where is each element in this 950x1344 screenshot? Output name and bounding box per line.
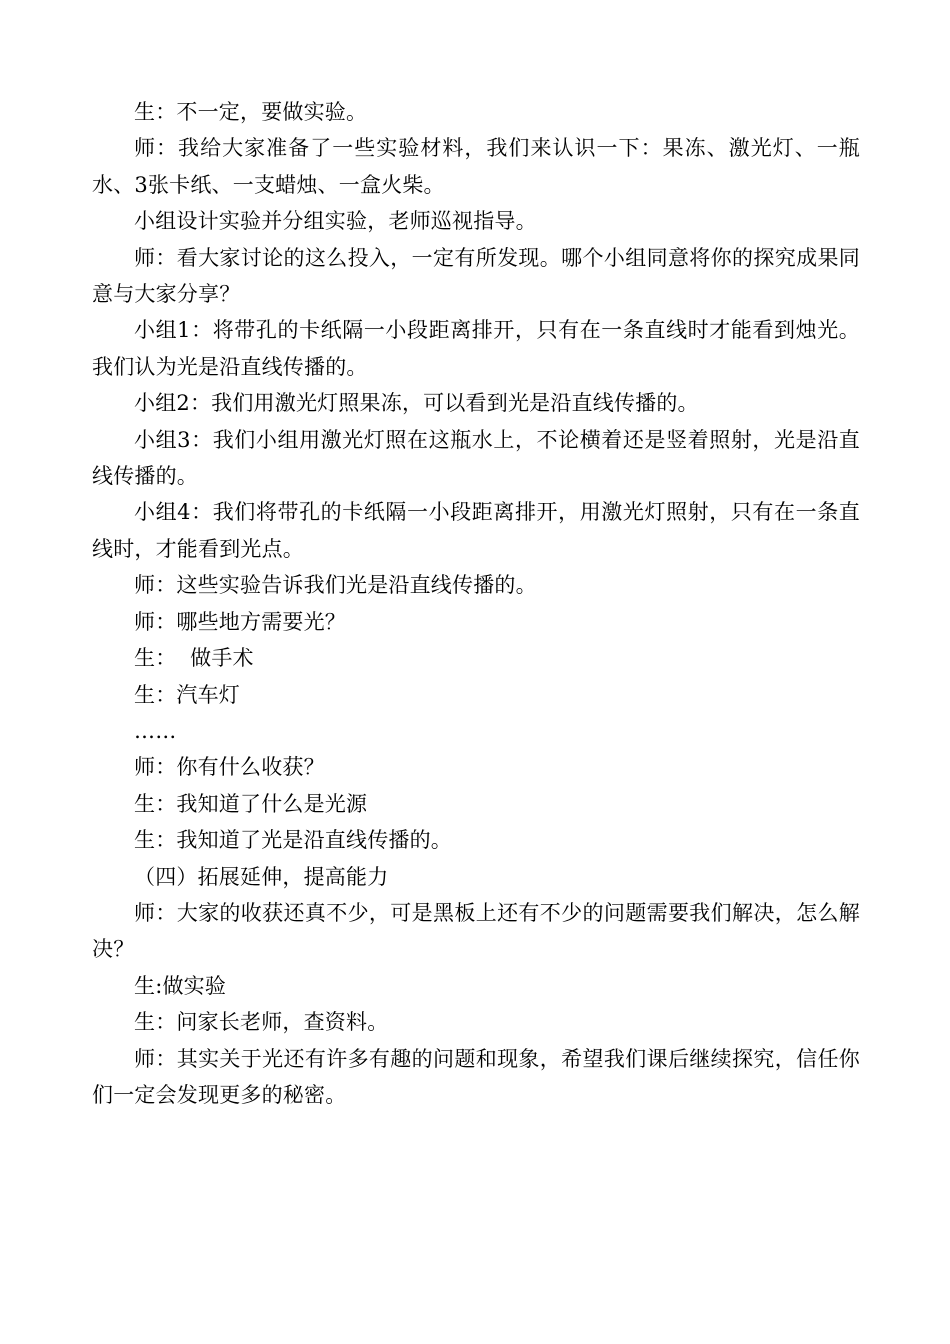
paragraph-2: 师：我给大家准备了一些实验材料，我们来认识一下：果冻、激光灯、一瓶水、3张卡纸、一支蜡烛、一盒火柴。 (92, 136, 860, 197)
paragraph-14: 师：你有什么收获？ (134, 755, 325, 780)
section-heading: （四）拓展延伸，提高能力 (134, 864, 389, 889)
paragraph-3: 小组设计实验并分组实验，老师巡视指导。 (134, 209, 537, 234)
paragraph-11: 生： 做手术 (134, 646, 254, 671)
paragraph-6: 小组2：我们用激光灯照果冻，可以看到光是沿直线传播的。 (134, 391, 699, 416)
paragraph-8: 小组4：我们将带孔的卡纸隔一小段距离排开，用激光灯照射，只有在一条直线时，才能看到光点。 (92, 500, 860, 561)
paragraph-4: 师：看大家讨论的这么投入，一定有所发现。哪个小组同意将你的探究成果同意与大家分享？ (92, 245, 860, 307)
paragraph-7: 小组3：我们小组用激光灯照在这瓶水上，不论横着还是竖着照射，光是沿直线传播的。 (92, 427, 860, 489)
document-body (92, 94, 860, 1113)
paragraph-18: 师：大家的收获还真不少，可是黑板上还有不少的问题需要我们解决，怎么解决？ (92, 900, 860, 962)
paragraph-5: 小组1：将带孔的卡纸隔一小段距离排开，只有在一条直线时才能看到烛光。我们认为光是沿直线传播的。 (92, 318, 860, 379)
paragraph-1: 生：不一定，要做实验。 (134, 100, 368, 124)
paragraph-10: 师：哪些地方需要光？ (134, 609, 346, 634)
paragraph-13: …… (134, 718, 177, 743)
paragraph-15: 生：我知道了什么是光源 (134, 791, 368, 816)
paragraph-16: 生：我知道了光是沿直线传播的。 (134, 828, 452, 853)
paragraph-21: 师：其实关于光还有许多有趣的问题和现象，希望我们课后继续探究，信任你们一定会发现更多的秘密。 (92, 1046, 860, 1107)
paragraph-12: 生：汽车灯 (134, 682, 240, 707)
paragraph-19: 生:做实验 (134, 973, 227, 998)
paragraph-20: 生：问家长老师，查资料。 (134, 1010, 389, 1035)
paragraph-9: 师：这些实验告诉我们光是沿直线传播的。 (134, 573, 537, 598)
